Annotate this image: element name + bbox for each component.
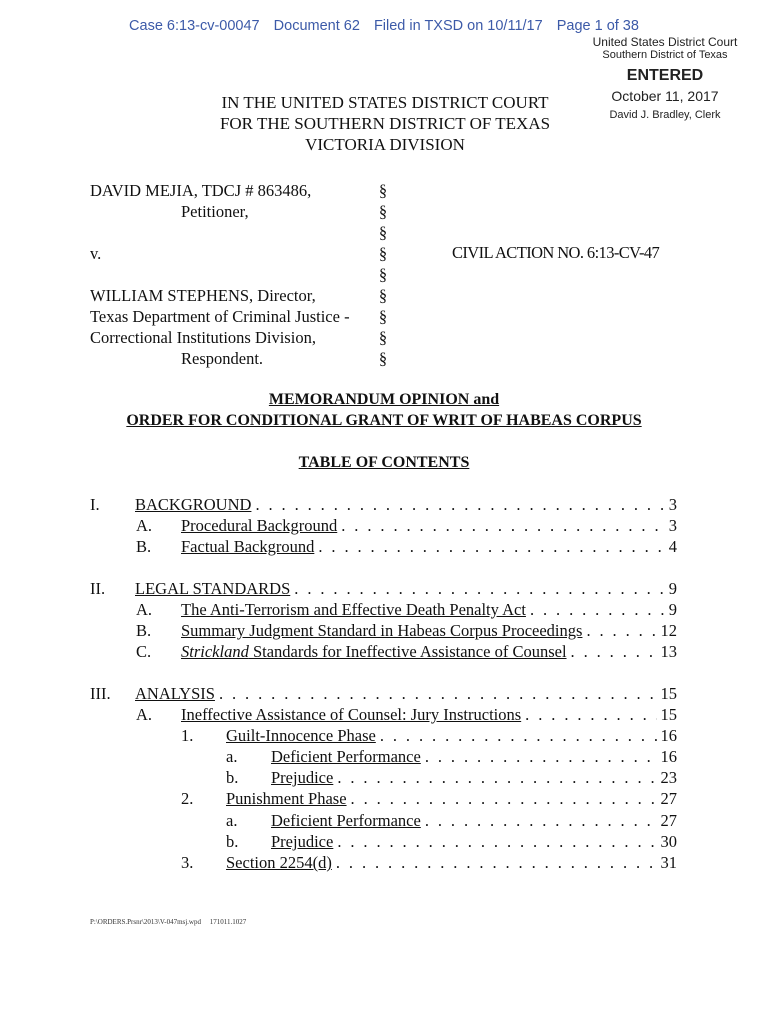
memo-title-line1: MEMORANDUM OPINION and	[268, 391, 500, 408]
toc-leader-dots	[425, 810, 657, 831]
respondent-name: WILLIAM STEPHENS, Director,	[90, 286, 316, 305]
toc-entry-label[interactable]	[181, 515, 337, 536]
stamp-clerk: David J. Bradley, Clerk	[609, 109, 721, 121]
toc-entry-page: 31	[660, 853, 677, 872]
toc-entry-page: 13	[660, 642, 677, 661]
toc-entry-label-text: ANALYSIS	[135, 684, 215, 703]
court-title-line: VICTORIA DIVISION	[305, 135, 465, 154]
toc-entry-number: 2.	[181, 789, 194, 808]
toc-entry-number: B.	[136, 621, 152, 640]
toc-entry-label-text: The Anti-Terrorism and Effective Death Penalty Act	[181, 600, 526, 619]
toc-entry-label[interactable]	[271, 810, 421, 831]
document-number: Document 62	[273, 18, 360, 34]
respondent-role: Respondent.	[181, 349, 264, 368]
section-mark: §	[378, 307, 388, 326]
toc-entry-number: II.	[90, 579, 106, 598]
page-count: Page 1 of 38	[556, 18, 639, 34]
toc-entry-page: 4	[668, 537, 677, 556]
toc-entry[interactable]	[0, 683, 768, 704]
toc-entry-label-text: Punishment Phase	[226, 789, 347, 808]
toc-leader-dots	[530, 599, 665, 620]
footer-path: P:\ORDERS.Prsnr\2013\V-047msj.wpd	[90, 918, 201, 926]
toc-leader-dots	[294, 578, 664, 599]
section-mark: §	[378, 223, 388, 242]
toc-entry-label-text: Deficient Performance	[271, 747, 421, 766]
toc-entry-label[interactable]	[181, 704, 521, 725]
toc-entry[interactable]	[0, 725, 768, 746]
section-mark: §	[378, 244, 388, 263]
filed-date: Filed in TXSD on 10/11/17	[373, 18, 543, 34]
respondent-division: Correctional Institutions Division,	[90, 328, 316, 347]
toc-entry-label[interactable]	[271, 767, 333, 788]
toc-entry-label[interactable]	[226, 852, 332, 873]
toc-entry-label-text: Section 2254(d)	[226, 853, 332, 872]
stamp-district: Southern District of Texas	[602, 49, 728, 61]
toc-leader-dots	[255, 494, 664, 515]
toc-entry-page: 9	[668, 579, 677, 598]
toc-entry-label-text: LEGAL STANDARDS	[135, 579, 291, 598]
toc-entry-page: 30	[660, 832, 677, 851]
toc-entry-label[interactable]	[181, 641, 567, 662]
versus: v.	[90, 244, 102, 263]
toc-entry-label[interactable]	[181, 620, 582, 641]
section-mark: §	[378, 202, 388, 221]
section-mark: §	[378, 328, 388, 347]
toc-entry[interactable]	[0, 831, 768, 852]
toc-entry-page: 16	[660, 747, 677, 766]
toc-entry-page: 15	[660, 705, 677, 724]
toc-entry[interactable]	[0, 704, 768, 725]
toc-entry-number: 1.	[181, 726, 194, 745]
toc-leader-dots	[337, 831, 656, 852]
toc-entry-number: a.	[226, 811, 238, 830]
toc-entry[interactable]	[0, 536, 768, 557]
toc-entry[interactable]	[0, 767, 768, 788]
case-number: Case 6:13-cv-00047	[129, 18, 260, 34]
toc-leader-dots	[219, 683, 657, 704]
civil-action-number: CIVIL ACTION NO. 6:13-CV-47	[452, 243, 660, 262]
toc-entry-number: A.	[136, 600, 153, 619]
toc-title: TABLE OF CONTENTS	[298, 454, 470, 471]
court-title-line: FOR THE SOUTHERN DISTRICT OF TEXAS	[219, 114, 551, 133]
toc-entry-page: 3	[668, 495, 677, 514]
toc-entry-number: C.	[136, 642, 152, 661]
toc-entry-page: 3	[668, 516, 677, 535]
toc-leader-dots	[341, 515, 665, 536]
toc-entry-number: A.	[136, 705, 153, 724]
toc-entry-number: b.	[226, 768, 239, 787]
toc-entry-label-text: Prejudice	[271, 832, 334, 851]
toc-entry-number: I.	[90, 495, 100, 514]
toc-entry-label[interactable]	[226, 725, 376, 746]
court-title-line: IN THE UNITED STATES DISTRICT COURT	[221, 93, 549, 112]
section-mark: §	[378, 265, 388, 284]
toc-leader-dots	[337, 767, 656, 788]
toc-entry-page: 27	[660, 811, 677, 830]
toc-entry-page: 27	[660, 789, 677, 808]
toc-entry-page: 9	[668, 600, 677, 619]
section-mark: §	[378, 349, 388, 368]
toc-entry[interactable]	[0, 788, 768, 809]
toc-entry-page: 16	[660, 726, 677, 745]
toc-leader-dots	[571, 641, 657, 662]
section-marks-column	[376, 180, 390, 369]
toc-entry-label[interactable]	[181, 599, 526, 620]
toc-entry-number: b.	[226, 832, 239, 851]
toc-leader-dots	[525, 704, 656, 725]
toc-entry[interactable]	[0, 599, 768, 620]
toc-entry-label[interactable]	[271, 746, 421, 767]
toc-entry-label-text: Prejudice	[271, 768, 334, 787]
stamp-date: October 11, 2017	[611, 88, 719, 104]
filing-header	[0, 18, 768, 34]
footer-file-path	[90, 918, 246, 926]
toc-entry[interactable]	[0, 515, 768, 536]
memo-title-line2: ORDER FOR CONDITIONAL GRANT OF WRIT OF HABEAS CORPUS	[126, 412, 642, 429]
toc-entry-number: B.	[136, 537, 152, 556]
toc-entry-label[interactable]	[226, 788, 347, 809]
toc-entry-label-text: Summary Judgment Standard in Habeas Corpus Proceedings	[181, 621, 583, 640]
toc-entry-number: a.	[226, 747, 238, 766]
toc-entry-label-text: Ineffective Assistance of Counsel: Jury Instructions	[181, 705, 522, 724]
toc-entry-label-text: Standards for Ineffective Assistance of Counsel	[248, 642, 567, 661]
toc-entry-label[interactable]	[135, 494, 251, 515]
toc-leader-dots	[380, 725, 657, 746]
toc-entry[interactable]	[0, 810, 768, 831]
toc-entry-label-text: Deficient Performance	[271, 811, 421, 830]
toc-leader-dots	[586, 620, 656, 641]
toc-entry-page: 12	[660, 621, 677, 640]
footer-code: 171011.1027	[209, 918, 247, 926]
toc-entry-label[interactable]	[271, 831, 333, 852]
toc-entry[interactable]	[0, 494, 768, 515]
toc-entry-label-text: Guilt-Innocence Phase	[226, 726, 376, 745]
toc-entry-label-italic: Strickland	[181, 642, 249, 661]
toc-entry-page: 23	[660, 768, 677, 787]
section-mark: §	[378, 181, 388, 200]
toc-entry[interactable]	[0, 641, 768, 662]
toc-leader-dots	[425, 746, 657, 767]
toc-entry-number: III.	[90, 684, 111, 703]
toc-leader-dots	[336, 852, 657, 873]
toc-entry-number: 3.	[181, 853, 194, 872]
toc-leader-dots	[351, 788, 657, 809]
section-mark: §	[378, 286, 388, 305]
toc-entry[interactable]	[0, 746, 768, 767]
toc-entry-label-text: BACKGROUND	[135, 495, 252, 514]
court-title	[150, 92, 620, 155]
stamp-court: United States District Court	[592, 35, 738, 49]
respondent-agency: Texas Department of Criminal Justice -	[90, 307, 350, 326]
toc-entry[interactable]	[0, 578, 768, 599]
petitioner-name: DAVID MEJIA, TDCJ # 863486,	[90, 181, 312, 200]
toc-entry-label[interactable]	[181, 536, 314, 557]
toc-entry-page: 15	[660, 684, 677, 703]
stamp-status: ENTERED	[626, 67, 704, 84]
toc-entry-label[interactable]	[135, 578, 290, 599]
toc-entry-label[interactable]	[135, 683, 215, 704]
toc-entry-number: A.	[136, 516, 153, 535]
toc-entry[interactable]	[0, 620, 768, 641]
toc-entry-label-text: Procedural Background	[181, 516, 338, 535]
petitioner-role: Petitioner,	[181, 202, 249, 221]
toc-entry[interactable]	[0, 852, 768, 873]
toc-leader-dots	[318, 536, 664, 557]
toc-entry-label-text: Factual Background	[181, 537, 315, 556]
